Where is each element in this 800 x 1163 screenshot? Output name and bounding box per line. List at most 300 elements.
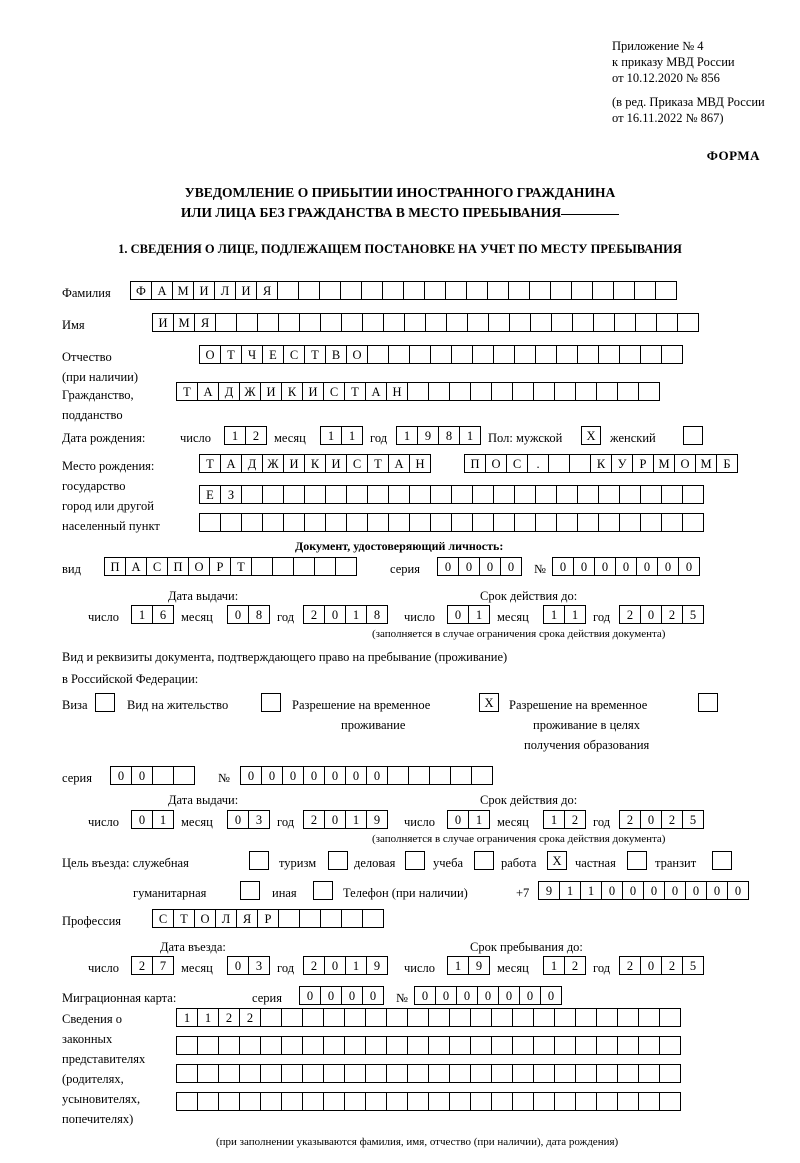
cell[interactable] [638,1092,660,1111]
cell[interactable] [554,1036,576,1055]
cell[interactable]: 2 [619,956,641,975]
cell[interactable]: 0 [601,881,623,900]
cell[interactable]: 1 [468,605,490,624]
cell[interactable]: 0 [261,766,283,785]
cell[interactable] [514,345,536,364]
cell[interactable] [535,513,557,532]
cell[interactable] [682,485,704,504]
cell[interactable]: 0 [303,766,325,785]
cell[interactable] [407,382,429,401]
cell[interactable] [619,345,641,364]
cell[interactable] [299,313,321,332]
purpose-other-checkbox[interactable] [313,881,333,900]
cell[interactable]: 0 [320,986,342,1005]
cell[interactable] [386,1092,408,1111]
cell[interactable] [281,1008,303,1027]
cell[interactable] [634,281,656,300]
cell[interactable]: 7 [152,956,174,975]
cell[interactable]: 1 [131,605,153,624]
cell[interactable] [341,313,363,332]
cell[interactable] [619,513,641,532]
cell[interactable]: 0 [727,881,749,900]
cell[interactable]: С [346,454,368,473]
entry-day-field[interactable] [131,956,173,975]
cell[interactable] [575,1064,597,1083]
cell[interactable] [491,1036,513,1055]
valid-year-field[interactable] [619,605,703,624]
cell[interactable] [514,513,536,532]
cell[interactable] [218,1036,240,1055]
cell[interactable]: 9 [366,956,388,975]
cell[interactable]: 1 [152,810,174,829]
cell[interactable] [577,513,599,532]
cell[interactable] [512,1036,534,1055]
cell[interactable] [640,485,662,504]
cell[interactable]: Е [199,485,221,504]
cell[interactable] [386,1036,408,1055]
cell[interactable] [323,1008,345,1027]
cell[interactable] [220,513,242,532]
cell[interactable]: 1 [543,810,565,829]
cell[interactable] [382,281,404,300]
entry-month-field[interactable] [227,956,269,975]
cell[interactable] [554,382,576,401]
cell[interactable] [428,382,450,401]
cell[interactable]: Р [257,909,279,928]
birth-state-field[interactable] [199,454,430,473]
cell[interactable]: Л [215,909,237,928]
cell[interactable]: 0 [540,986,562,1005]
cell[interactable] [262,485,284,504]
cell[interactable] [176,1092,198,1111]
valid-day-field[interactable] [447,605,489,624]
cell[interactable]: А [220,454,242,473]
cell[interactable] [508,281,530,300]
purpose-tourism-checkbox[interactable] [328,851,348,870]
cell[interactable] [470,1036,492,1055]
cell[interactable]: 2 [661,956,683,975]
cell[interactable]: 0 [706,881,728,900]
cell[interactable] [556,345,578,364]
permit-issue-day-field[interactable] [131,810,173,829]
cell[interactable]: 0 [447,605,469,624]
cell[interactable] [367,345,389,364]
cell[interactable]: И [302,382,324,401]
cell[interactable] [472,345,494,364]
cell[interactable]: 0 [640,605,662,624]
cell[interactable]: 0 [324,605,346,624]
cell[interactable]: 0 [362,986,384,1005]
cell[interactable] [638,1036,660,1055]
cell[interactable]: 5 [682,810,704,829]
issue-year-field[interactable] [303,605,387,624]
cell[interactable]: 0 [685,881,707,900]
cell[interactable] [617,382,639,401]
cell[interactable]: О [674,454,696,473]
cell[interactable]: Т [220,345,242,364]
cell[interactable] [596,382,618,401]
cell[interactable] [407,1092,429,1111]
cell[interactable] [407,1008,429,1027]
cell[interactable] [388,345,410,364]
cell[interactable]: 0 [227,810,249,829]
cell[interactable] [323,1036,345,1055]
cell[interactable] [575,1036,597,1055]
cell[interactable] [365,1008,387,1027]
cell[interactable]: 1 [197,1008,219,1027]
cell[interactable] [493,513,515,532]
cell[interactable] [530,313,552,332]
cell[interactable]: 0 [131,766,153,785]
citizenship-field[interactable] [176,382,659,401]
profession-field[interactable] [152,909,383,928]
cell[interactable] [535,345,557,364]
cell[interactable] [470,1064,492,1083]
cell[interactable] [388,513,410,532]
cell[interactable] [281,1092,303,1111]
cell[interactable] [281,1064,303,1083]
cell[interactable] [430,345,452,364]
cell[interactable]: 5 [682,956,704,975]
cell[interactable]: 0 [299,986,321,1005]
cell[interactable] [572,313,594,332]
issue-day-field[interactable] [131,605,173,624]
cell[interactable]: 2 [564,810,586,829]
cell[interactable] [617,1092,639,1111]
cell[interactable] [278,313,300,332]
cell[interactable] [659,1008,681,1027]
cell[interactable]: 1 [320,426,342,445]
legal-rep-row-2[interactable] [176,1036,680,1055]
cell[interactable] [512,1008,534,1027]
cell[interactable] [344,1092,366,1111]
cell[interactable]: Ч [241,345,263,364]
cell[interactable] [323,1064,345,1083]
doc-series-field[interactable] [437,557,521,576]
cell[interactable]: . [527,454,549,473]
cell[interactable]: 9 [468,956,490,975]
cell[interactable] [218,1064,240,1083]
doc-kind-field[interactable] [104,557,356,576]
cell[interactable] [569,454,591,473]
cell[interactable]: 0 [479,557,501,576]
cell[interactable] [302,1008,324,1027]
cell[interactable] [320,909,342,928]
cell[interactable]: А [197,382,219,401]
cell[interactable] [554,1064,576,1083]
cell[interactable]: 0 [615,557,637,576]
cell[interactable]: 2 [619,605,641,624]
cell[interactable] [386,1008,408,1027]
cell[interactable]: 1 [580,881,602,900]
cell[interactable] [466,281,488,300]
cell[interactable]: М [172,281,194,300]
cell[interactable] [346,485,368,504]
cell[interactable] [365,1064,387,1083]
residence-permit-checkbox[interactable] [261,693,281,712]
cell[interactable] [677,313,699,332]
cell[interactable]: 1 [543,956,565,975]
cell[interactable]: 0 [636,557,658,576]
cell[interactable]: 0 [414,986,436,1005]
cell[interactable]: 0 [324,766,346,785]
cell[interactable] [659,1092,681,1111]
temp-residence-checkbox[interactable]: X [479,693,499,712]
cell[interactable] [260,1092,282,1111]
cell[interactable]: И [260,382,282,401]
cell[interactable] [298,281,320,300]
cell[interactable]: 0 [458,557,480,576]
cell[interactable]: 1 [468,810,490,829]
cell[interactable]: О [485,454,507,473]
cell[interactable] [299,909,321,928]
permit-issue-month-field[interactable] [227,810,269,829]
entry-year-field[interactable] [303,956,387,975]
cell[interactable] [409,345,431,364]
cell[interactable]: 2 [619,810,641,829]
cell[interactable] [239,1036,261,1055]
cell[interactable] [596,1064,618,1083]
purpose-private-checkbox[interactable] [627,851,647,870]
cell[interactable] [302,1064,324,1083]
cell[interactable] [407,1064,429,1083]
permit-number-field[interactable] [240,766,492,785]
legal-rep-row-3[interactable] [176,1064,680,1083]
legal-rep-row-1[interactable] [176,1008,680,1027]
cell[interactable] [638,382,660,401]
cell[interactable]: 5 [682,605,704,624]
cell[interactable] [407,1036,429,1055]
cell[interactable] [152,766,174,785]
cell[interactable]: 0 [341,986,363,1005]
cell[interactable] [617,1008,639,1027]
phone-field[interactable] [538,881,748,900]
cell[interactable] [239,1064,261,1083]
cell[interactable]: 1 [559,881,581,900]
cell[interactable] [535,485,557,504]
cell[interactable] [344,1008,366,1027]
cell[interactable] [556,513,578,532]
cell[interactable]: С [146,557,168,576]
cell[interactable] [199,513,221,532]
cell[interactable] [619,485,641,504]
cell[interactable] [450,766,472,785]
cell[interactable] [472,485,494,504]
cell[interactable] [493,485,515,504]
cell[interactable]: Р [632,454,654,473]
cell[interactable] [571,281,593,300]
cell[interactable] [365,1036,387,1055]
cell[interactable]: 9 [417,426,439,445]
cell[interactable]: 2 [239,1008,261,1027]
cell[interactable] [362,313,384,332]
cell[interactable] [449,1092,471,1111]
cell[interactable] [241,513,263,532]
cell[interactable]: 2 [245,426,267,445]
cell[interactable]: И [193,281,215,300]
cell[interactable]: Т [176,382,198,401]
cell[interactable]: Т [304,345,326,364]
cell[interactable]: 0 [640,810,662,829]
cell[interactable] [344,1036,366,1055]
cell[interactable]: Т [344,382,366,401]
cell[interactable] [241,485,263,504]
cell[interactable]: 1 [459,426,481,445]
cell[interactable]: И [152,313,174,332]
cell[interactable] [367,513,389,532]
cell[interactable]: Ф [130,281,152,300]
cell[interactable]: 0 [657,557,679,576]
cell[interactable]: 1 [224,426,246,445]
permit-valid-month-field[interactable] [543,810,585,829]
cell[interactable] [293,557,315,576]
surname-field[interactable] [130,281,676,300]
birth-city-field-row3[interactable] [199,513,703,532]
cell[interactable]: З [220,485,242,504]
cell[interactable]: 0 [227,956,249,975]
cell[interactable] [239,1092,261,1111]
cell[interactable]: П [104,557,126,576]
stay-day-field[interactable] [447,956,489,975]
cell[interactable] [491,1008,513,1027]
cell[interactable] [512,1092,534,1111]
cell[interactable] [638,1008,660,1027]
cell[interactable] [467,313,489,332]
cell[interactable] [408,766,430,785]
cell[interactable] [638,1064,660,1083]
cell[interactable] [596,1092,618,1111]
cell[interactable] [451,513,473,532]
cell[interactable]: К [590,454,612,473]
cell[interactable] [404,313,426,332]
cell[interactable] [598,345,620,364]
cell[interactable] [319,281,341,300]
cell[interactable] [487,281,509,300]
cell[interactable] [262,513,284,532]
cell[interactable] [428,1064,450,1083]
cell[interactable] [335,557,357,576]
cell[interactable]: Я [236,909,258,928]
cell[interactable]: 3 [248,956,270,975]
cell[interactable]: 0 [435,986,457,1005]
cell[interactable]: Р [209,557,231,576]
cell[interactable]: 9 [538,881,560,900]
cell[interactable] [446,313,468,332]
cell[interactable] [575,382,597,401]
permit-issue-year-field[interactable] [303,810,387,829]
cell[interactable]: М [695,454,717,473]
cell[interactable]: Я [194,313,216,332]
cell[interactable] [533,1008,555,1027]
cell[interactable]: 1 [543,605,565,624]
cell[interactable]: 0 [437,557,459,576]
cell[interactable]: И [283,454,305,473]
cell[interactable]: О [188,557,210,576]
cell[interactable] [617,1064,639,1083]
cell[interactable]: 0 [664,881,686,900]
cell[interactable]: 0 [324,810,346,829]
cell[interactable]: С [152,909,174,928]
birth-month-field[interactable] [320,426,362,445]
cell[interactable]: Т [173,909,195,928]
cell[interactable]: 0 [324,956,346,975]
cell[interactable]: Л [214,281,236,300]
cell[interactable]: О [346,345,368,364]
cell[interactable] [661,345,683,364]
cell[interactable]: 6 [152,605,174,624]
cell[interactable]: П [464,454,486,473]
visa-checkbox[interactable] [95,693,115,712]
cell[interactable] [362,909,384,928]
sex-male-checkbox[interactable]: X [581,426,601,445]
cell[interactable]: 2 [303,605,325,624]
cell[interactable] [533,1036,555,1055]
cell[interactable] [325,485,347,504]
cell[interactable] [386,1064,408,1083]
purpose-transit-checkbox[interactable] [712,851,732,870]
cell[interactable] [449,1036,471,1055]
cell[interactable]: И [325,454,347,473]
cell[interactable]: 0 [282,766,304,785]
cell[interactable] [302,1092,324,1111]
cell[interactable] [640,345,662,364]
cell[interactable] [197,1036,219,1055]
stay-year-field[interactable] [619,956,703,975]
cell[interactable]: 2 [564,956,586,975]
cell[interactable] [554,1008,576,1027]
permit-valid-day-field[interactable] [447,810,489,829]
cell[interactable] [512,1064,534,1083]
mig-series-field[interactable] [299,986,383,1005]
cell[interactable] [304,513,326,532]
cell[interactable]: И [235,281,257,300]
cell[interactable] [575,1008,597,1027]
stay-month-field[interactable] [543,956,585,975]
cell[interactable] [470,1008,492,1027]
cell[interactable] [529,281,551,300]
cell[interactable] [361,281,383,300]
cell[interactable] [302,1036,324,1055]
cell[interactable] [449,1064,471,1083]
cell[interactable] [176,1036,198,1055]
cell[interactable] [340,281,362,300]
cell[interactable] [577,485,599,504]
cell[interactable]: К [304,454,326,473]
cell[interactable] [491,1092,513,1111]
cell[interactable] [598,485,620,504]
cell[interactable] [640,513,662,532]
cell[interactable]: Н [386,382,408,401]
cell[interactable]: 8 [366,605,388,624]
cell[interactable] [409,485,431,504]
cell[interactable]: Т [199,454,221,473]
cell[interactable]: 0 [131,810,153,829]
cell[interactable] [173,766,195,785]
cell[interactable]: П [167,557,189,576]
cell[interactable] [425,313,447,332]
cell[interactable]: 2 [661,810,683,829]
birth-year-field[interactable] [396,426,480,445]
cell[interactable]: 1 [396,426,418,445]
cell[interactable]: 0 [227,605,249,624]
cell[interactable]: 0 [498,986,520,1005]
cell[interactable]: О [199,345,221,364]
cell[interactable] [488,313,510,332]
cell[interactable]: Е [262,345,284,364]
cell[interactable] [451,485,473,504]
cell[interactable] [509,313,531,332]
cell[interactable] [197,1064,219,1083]
